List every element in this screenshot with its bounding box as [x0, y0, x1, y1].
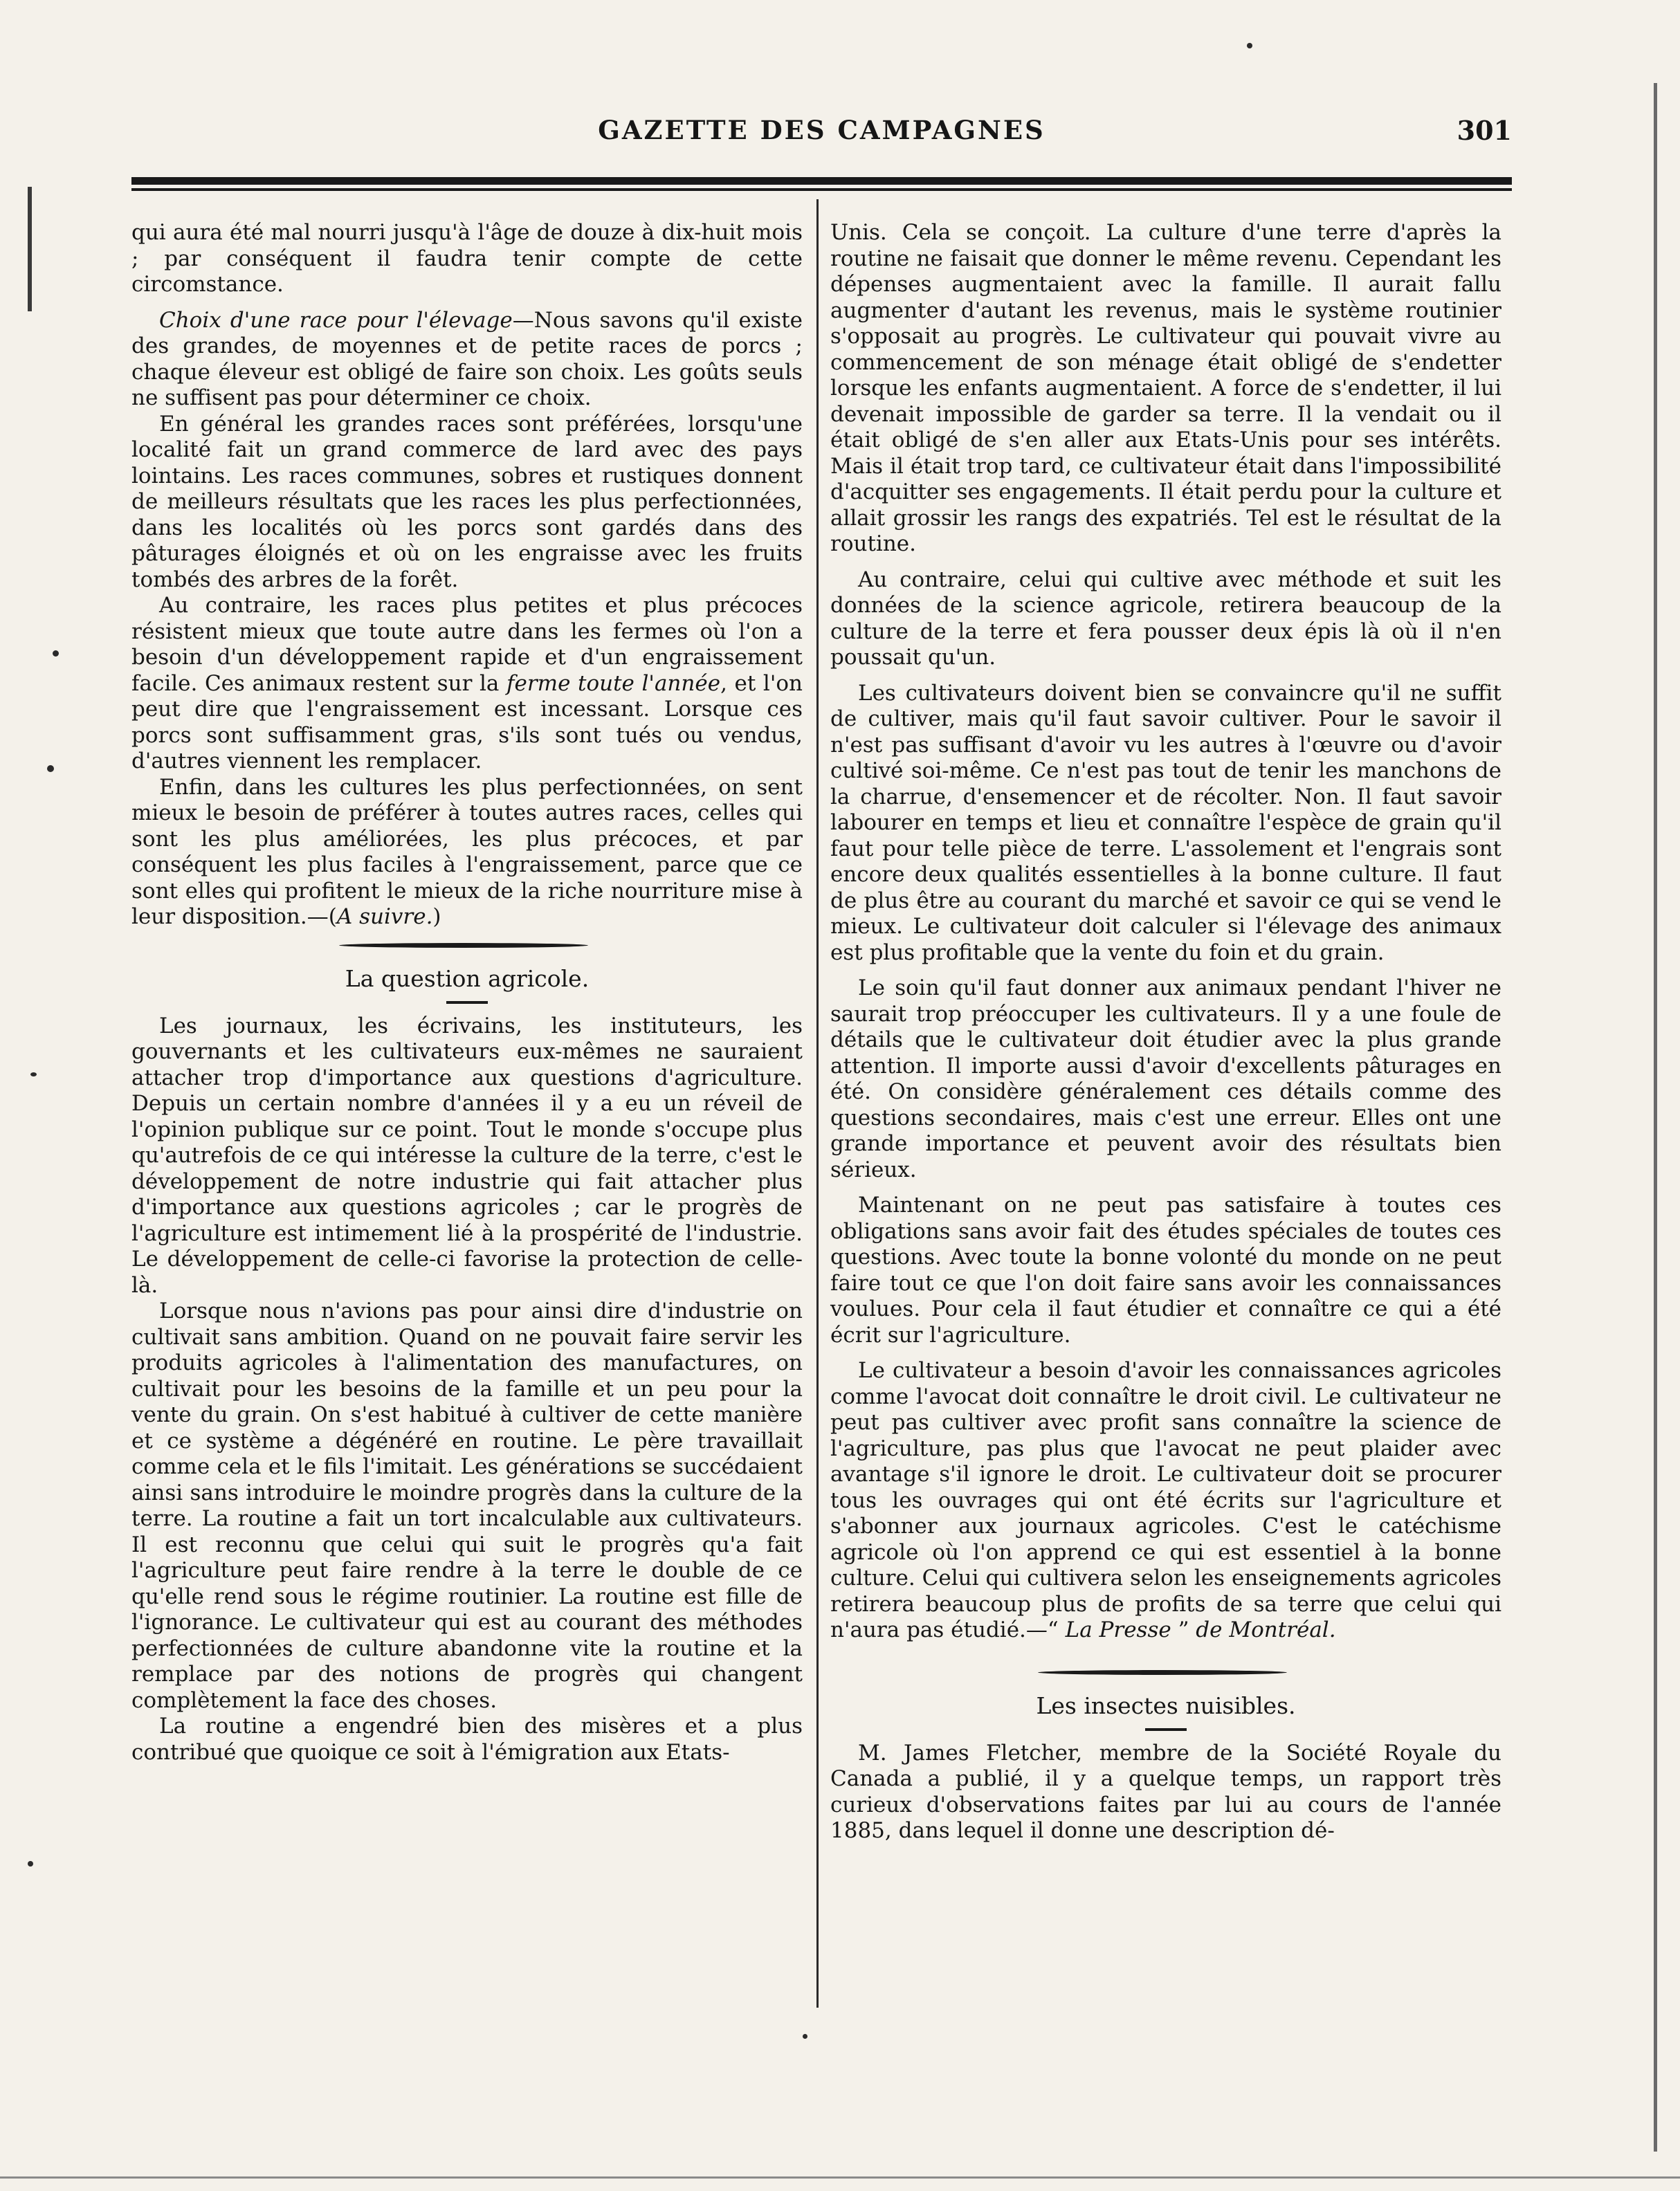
section-title: La question agricole.: [345, 964, 590, 992]
paragraph-text: Enfin, dans les cultures les plus perfectionnées, on sent mieux le besoin de préférer à toutes autres races, celles qui sont les plus améliorées, les plus précoces, et par conséquent les plus faciles à l'engraissement, parce que ce sont elles qui profitent le mieux de la riche nourriture mise à leur disposition.—(: [131, 774, 803, 929]
paragraph: [131, 308, 803, 412]
left-column: [131, 220, 803, 1766]
paragraph: [131, 775, 803, 931]
paragraph: Maintenant on ne peut pas satisfaire à toutes ces obligations sans avoir fait des études spéciales de toutes ces questions. Avec toute la bonne volonté du monde on ne peut faire tout ce que l'on doit faire sans avoir les connaissances voulues. Pour cela il faut étudier et connaître ce qui a été écrit sur l'agriculture.: [830, 1193, 1501, 1348]
column-divider: [816, 199, 819, 2008]
section-separator: [830, 1658, 1501, 1689]
dash-mark: [1145, 1728, 1187, 1731]
title-dash: [830, 1721, 1501, 1741]
dash-mark: [446, 1001, 488, 1004]
running-title: GAZETTE DES CAMPAGNES: [598, 115, 1046, 145]
paragraph: Unis. Cela se conçoit. La culture d'une terre d'après la routine ne faisait que donner le même revenu. Cependant les dépenses augmentaient avec la famille. Il aurait fallu augmenter d'autant les revenus, mais le système routinier s'opposait au progrès. Le cultivateur qui pouvait vivre au commencement de son ménage était obligé de s'endetter lorsque les enfants augmentaient. A force de s'endetter, il lui devenait impossible de garder sa terre. Il la vendait ou il était obligé de s'en aller aux Etats-Unis pour ses intérêts. Mais il était trop tard, ce cultivateur était dans l'impossibilité d'acquitter ses engagements. Il était perdu pour la culture et allait grossir les rangs des expatriés. Tel est le résultat de la routine.: [830, 220, 1501, 556]
paragraph-text: —Nous savons qu'il existe des grandes, de moyennes et de petite races de porcs ; chaque éleveur est obligé de faire son choix. Les goûts seuls ne suffisent pas pour déterminer ce choix.: [131, 307, 803, 410]
paragraph: Les journaux, les écrivains, les instituteurs, les gouvernants et les cultivateurs eux-mêmes ne sauraient attacher trop d'importance aux questions d'agriculture. Depuis un certain nombre d'années il y a eu un réveil de l'opinion publique sur ce point. Tout le monde s'occupe plus qu'autrefois de ce qui intéresse la culture de la terre, c'est le développement de notre industrie qui fait attacher plus d'importance aux questions agricoles ; car le progrès de l'agriculture est intimement lié à la prospérité de l'industrie. Le développement de celle-ci favorise la protection de celle-là.: [131, 1013, 803, 1298]
paragraph: qui aura été mal nourri jusqu'à l'âge de douze à dix-huit mois ; par conséquent il faudra tenir compte de cette circomstance.: [131, 220, 803, 297]
page-number: 301: [1457, 115, 1512, 146]
paragraph-text: Au contraire, les races plus petites et plus précoces résistent mieux que toute autre dans les fermes où l'on a besoin d'un développement rapide et d'un engraissement facile. Ces animaux restent sur la: [131, 593, 803, 696]
scan-speck: [53, 650, 59, 657]
separator-bar: [1038, 1670, 1287, 1675]
right-column: [830, 220, 1501, 1844]
section-separator: [131, 931, 803, 962]
scan-speck: [30, 1072, 37, 1076]
paragraph: Les cultivateurs doivent bien se convaincre qu'il ne suffit de cultiver, mais qu'il faut savoir cultiver. Pour le savoir il n'est pas suffisant d'avoir vu les autres à l'œuvre ou d'avoir cultivé soi-même. Ce n'est pas tout de tenir les manchons de la charrue, d'ensemencer et de récolter. Non. Il faut savoir labourer en temps et lieu et connaître l'espèce de grain qu'il faut pour telle pièce de terre. L'assolement et l'engrais sont encore deux qualités essentielles à la bonne culture. Il faut de plus être au courant du marché et savoir ce qui se vend le mieux. Le cultivateur doit calculer si l'élevage des animaux est plus profitable que la vente du foin et du grain.: [830, 680, 1501, 965]
paragraph: Le soin qu'il faut donner aux animaux pendant l'hiver ne saurait trop préoccuper les cultivateurs. Il y a une foule de détails que le cultivateur doit étudier avec la plus grande attention. Il importe aussi d'avoir d'excellents pâturages en été. On considère généralement ces détails comme des questions secondaires, mais c'est une erreur. Elles ont une grande importance et peuvent avoir des résultats bien sérieux.: [830, 975, 1501, 1182]
italic-text: de Montréal.: [1196, 1617, 1336, 1642]
scan-edge-right: [1654, 83, 1657, 2152]
paragraph: En général les grandes races sont préférées, lorsqu'une localité fait un grand commerce de lard avec des pays lointains. Les races communes, sobres et rustiques donnent de meilleurs résultats que les races les plus perfectionnées, dans les localités où les porcs sont gardés dans des pâturages éloignés et où on les engraisse avec les fruits tombés des arbres de la forêt.: [131, 411, 803, 592]
italic-text: La Presse: [1065, 1617, 1171, 1642]
header-rule-thin: [131, 188, 1512, 191]
scan-speck: [803, 2034, 807, 2039]
scan-edge-bottom: [0, 2176, 1680, 2179]
paragraph: M. James Fletcher, membre de la Société Royale du Canada a publié, il y a quelque temps, un rapport très curieux d'observations faites par lui au cours de l'année 1885, dans lequel il donne une description dé-: [830, 1740, 1501, 1843]
separator-bar: [339, 943, 588, 948]
scan-speck: [47, 765, 54, 772]
header-rule-thick: [131, 177, 1512, 185]
page-header: [131, 115, 1512, 156]
italic-text: ferme toute l'année: [506, 670, 721, 696]
paragraph: [131, 593, 803, 775]
scan-edge-left: [28, 187, 32, 311]
section-title: Les insectes nuisibles.: [1036, 1692, 1296, 1719]
paragraph: Au contraire, celui qui cultive avec méthode et suit les données de la science agricole, retirera beaucoup de la culture de la terre et fera pousser deux épis là où il n'en poussait qu'un.: [830, 567, 1501, 670]
scan-speck: [1247, 43, 1252, 48]
scan-speck: [28, 1861, 33, 1867]
paragraph: Lorsque nous n'avions pas pour ainsi dire d'industrie on cultivait sans ambition. Quand on ne pouvait faire servir les produits agricoles à l'alimentation des manufactures, on cultivait pour les besoins de la famille et un peu pour la vente du grain. On s'est habitué à cultiver de cette manière et ce système a dégénéré en routine. Le père travaillait comme cela et le fils l'imitait. Les générations se succédaient ainsi sans introduire le moindre progrès dans la culture de la terre. La routine a fait un tort incalculable aux cultivateurs. Il est reconnu que celui qui suit le progrès qu'a fait l'agriculture peut faire rendre à la terre le double de ce qu'elle rend sous le régime routinier. La routine est fille de l'ignorance. Le cultivateur qui est au courant des méthodes perfectionnées de culture abandonne vite la routine et la remplace par des notions de progrès qui changent complètement la face des choses.: [131, 1299, 803, 1713]
title-dash: [131, 994, 803, 1014]
paragraph: La routine a engendré bien des misères et a plus contribué que quoique ce soit à l'émigration aux Etats-: [131, 1714, 803, 1765]
paragraph-text: ”: [1171, 1617, 1196, 1642]
subheading-italic: Choix d'une race pour l'élevage: [159, 307, 513, 333]
paragraph-text: , et l'on peut dire que l'engraissement est incessant. Lorsque ces porcs sont suffisamment gras, s'ils sont tués ou vendus, d'autres viennent les remplacer.: [131, 670, 803, 773]
paragraph-text: Le cultivateur a besoin d'avoir les connaissances agricoles comme l'avocat doit connaître le droit civil. Le cultivateur ne peut pas cultiver avec profit sans connaître la science de l'agriculture, pas plus que l'avocat ne peut plaider avec avantage s'il ignore le droit. Le cultivateur doit se procurer tous les ouvrages qui ont été écrits sur l'agriculture et s'abonner aux journaux agricoles. C'est le catéchisme agricole où l'on apprend ce qui est essentiel à la bonne culture. Celui qui cultivera selon les enseignements agricoles retirera beaucoup plus de profits de sa terre que celui qui n'aura pas étudié.—“: [830, 1358, 1501, 1642]
paragraph: [830, 1358, 1501, 1644]
italic-text: A suivre.: [336, 904, 433, 929]
paragraph-text: ): [432, 904, 441, 929]
